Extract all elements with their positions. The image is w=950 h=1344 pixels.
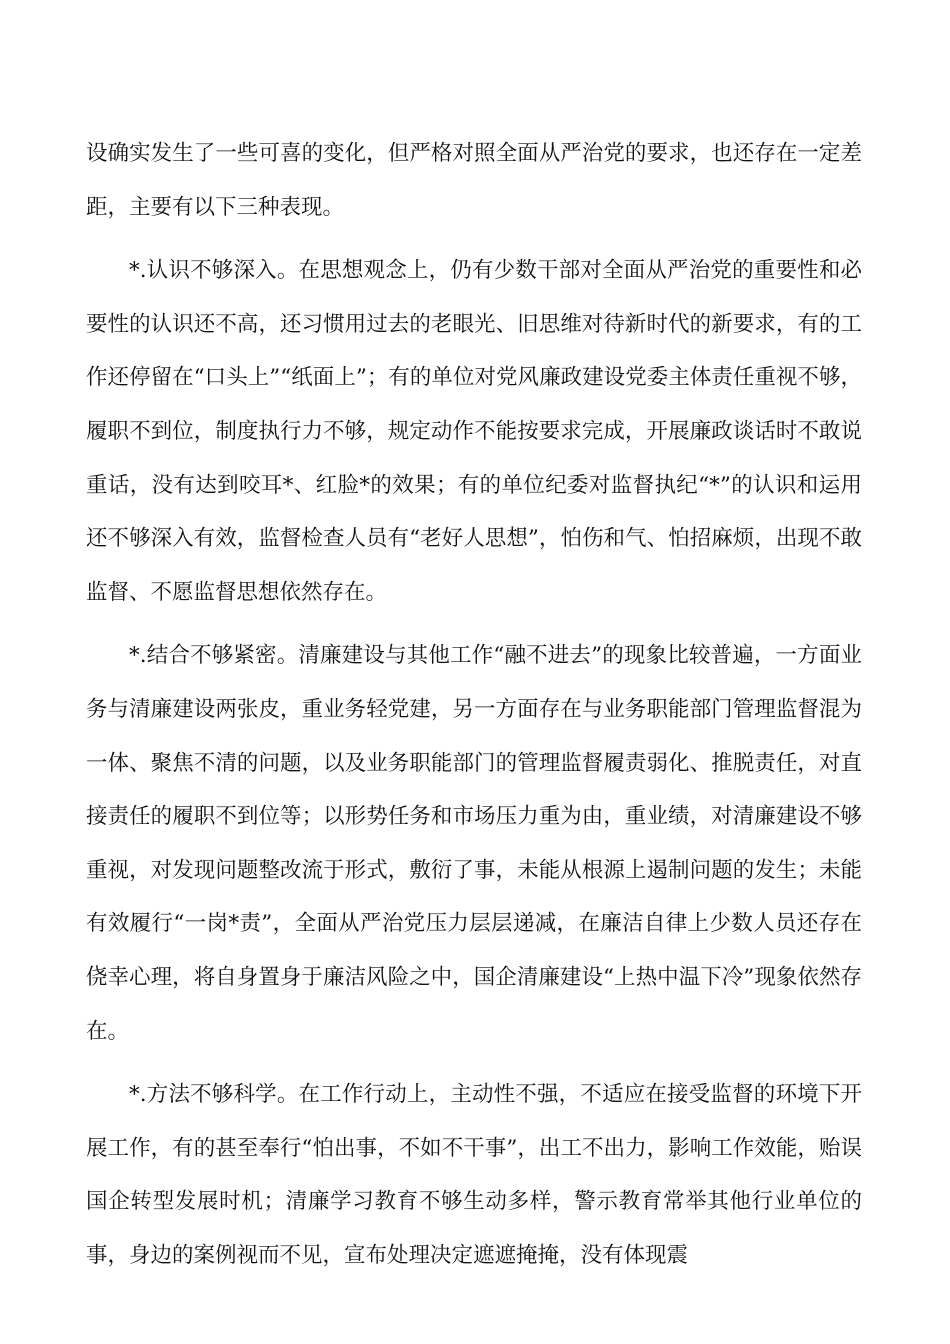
paragraph-integration-not-close: *.结合不够紧密。清廉建设与其他工作“融不进去”的现象比较普遍，一方面业务与清廉建设两张皮，重业务轻党建，另一方面存在与业务职能部门管理监督混为一体、聚焦不清的问题，以及业务职能部门的管理监督履责弱化、推脱责任，对直接责任的履职不到位等；以形势任务和市场压力重为由，重业绩，对清廉建设不够重视，对发现问题整改流于形式，敷衍了事，未能从根源上遏制问题的发生；未能有效履行“一岗*责”，全面从严治党压力层层递减，在廉洁自律上少数人员还存在侥幸心理，将自身置身于廉洁风险之中，国企清廉建设“上热中温下冷”现象依然存在。 — [86, 643, 862, 1044]
paragraph-understanding-not-deep: *.认识不够深入。在思想观念上，仍有少数干部对全面从严治党的重要性和必要性的认识还不高，还习惯用过去的老眼光、旧思维对待新时代的新要求，有的工作还停留在“口头上”“纸面上”；有的单位对党风廉政建设党委主体责任重视不够，履职不到位，制度执行力不够，规定动作不能按要求完成，开展廉政谈话时不敢说重话，没有达到咬耳*、红脸*的效果；有的单位纪委对监督执纪“*”的认识和运用还不够深入有效，监督检查人员有“老好人思想”，怕伤和气、怕招麻烦，出现不敢监督、不愿监督思想依然存在。 — [86, 258, 862, 605]
paragraph-continuation: 设确实发生了一些可喜的变化，但严格对照全面从严治党的要求，也还存在一定差距，主要有以下三种表现。 — [86, 141, 862, 220]
document-body — [86, 127, 862, 1292]
paragraph-methods-not-scientific: *.方法不够科学。在工作行动上，主动性不强，不适应在接受监督的环境下开展工作，有的甚至奉行“怕出事，不如不干事”，出工不出力，影响工作效能，贻误国企转型发展时机；清廉学习教育不够生动多样，警示教育常举其他行业单位的事，身边的案例视而不见，宣布处理决定遮遮掩掩，没有体现震 — [86, 1082, 862, 1268]
